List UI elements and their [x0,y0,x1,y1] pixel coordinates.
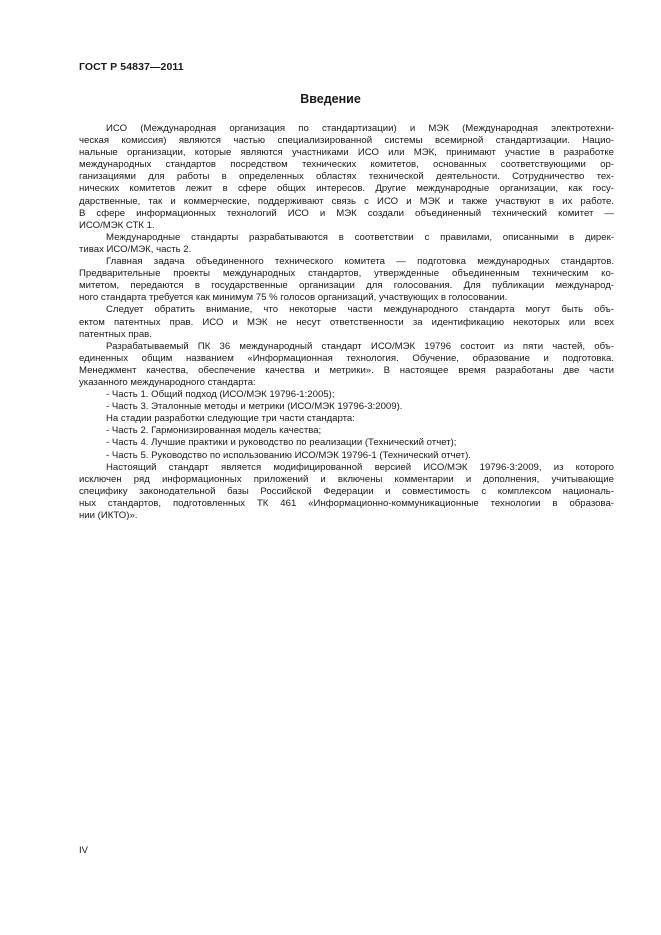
text-line: единенных общим названием «Информационная технология. Обучение, образование и подготовка. [79,352,614,364]
text-line: митетом, передаются в государственные организации для голосования. Для публикации международ- [79,280,614,292]
text-line: Международные стандарты разрабатываются в соответствии с правилами, описанными в дирек- [106,231,614,243]
text-line: ных стандартов, подготовленных ТК 461 «Информационно-коммуникационные технологии в образова- [79,497,614,509]
page-number: IV [79,845,88,856]
text-line: ИСО (Международная организация по стандартизации) и МЭК (Международная электротехни- [106,123,614,134]
text-line: - Часть 4. Лучшие практики и руководство по реализации (Технический отчет); [106,437,457,449]
body-text [79,123,614,522]
text-line: Главная задача объединенного технического комитета — подготовка международных стандартов. [106,256,614,268]
text-line: - Часть 5. Руководство по использованию ИСО/МЭК 19796-1 (Технический отчет). [106,449,471,461]
text-line: Разрабатываемый ПК 36 международный стандарт ИСО/МЭК 19796 состоит из пяти частей, объ- [106,340,614,352]
text-line: ектом патентных прав. ИСО и МЭК не несут ответственности за идентификацию некоторых или всех [79,316,614,328]
text-line: Следует обратить внимание, что некоторые части международного стандарта могут быть объ- [106,304,614,316]
text-line: - Часть 3. Эталонные методы и метрики (ИСО/МЭК 19796-3:2009). [106,401,403,413]
text-line: ческая комиссия) являются частью специализированной системы всемирной стандартизации. Нацио- [79,135,614,147]
text-line: исключен ряд информационных приложений и включены комментарии и дополнения, учитывающие [79,473,614,485]
text-line: ганизациями для работы в определенных областях технической деятельности. Сотрудничество тех- [79,171,614,183]
section-title: Введение [300,92,361,106]
text-line: тивах ИСО/МЭК, часть 2. [79,243,192,255]
text-line: ного стандарта требуется как минимум 75 % голосов организаций, участвующих в голосовании. [79,292,508,304]
text-line: нических комитетов лежит в сфере общих интересов. Другие международные организации, как госу- [79,183,614,195]
text-line: ИСО/МЭК СТК 1. [79,219,155,231]
text-line: Предварительные проекты международных стандартов, утвержденные объединенным техническим ко- [79,268,614,280]
text-line: указанного международного стандарта: [79,376,256,388]
text-line: нальные организации, которые являются участниками ИСО или МЭК, принимают участие в разработке [79,147,614,159]
standard-id-header: ГОСТ Р 54837—2011 [79,61,184,73]
text-line: дарственные, так и коммерческие, поддерживают связь с ИСО и МЭК и также участвуют в их работе. [79,195,614,207]
text-line: - Часть 2. Гармонизированная модель качества; [106,425,322,437]
text-line: патентных прав. [79,328,152,340]
text-line: Настоящий стандарт является модифицированной версией ИСО/МЭК 19796-3:2009, из которого [106,461,614,473]
text-line: В сфере информационных технологий ИСО и МЭК создали объединенный технический комитет — [79,207,614,219]
text-line: специфику законодательной базы Российской Федерации и совместимость с комплексом националь- [79,485,614,497]
text-line: Менеджмент качества, обеспечение качества и метрики». В настоящее время разработаны две части [79,364,614,376]
text-line: международных стандартов посредством технических комитетов, основанных соответствующими ор- [79,159,614,171]
text-line: На стадии разработки следующие три части стандарта: [106,413,355,425]
text-line: - Часть 1. Общий подход (ИСО/МЭК 19796-1:2005); [106,389,335,401]
text-line: нии (ИКТО)». [79,510,138,521]
